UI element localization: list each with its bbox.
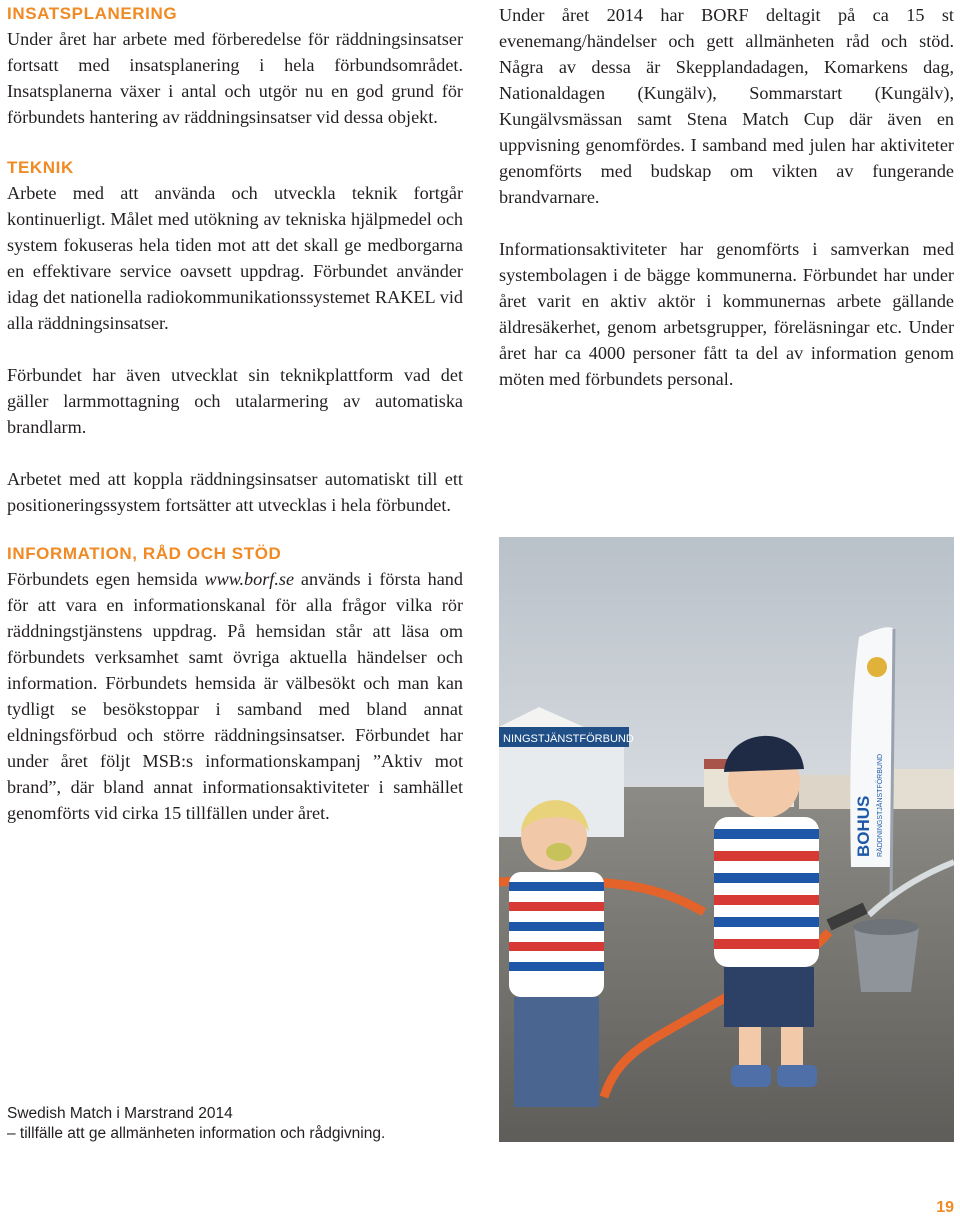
left-column (7, 2, 463, 826)
heading-teknik: TEKNIK (7, 158, 74, 177)
event-photo (499, 537, 954, 1142)
shirt-stripe (714, 873, 819, 883)
building (889, 769, 954, 809)
events-paragraph: Under året 2014 har BORF deltagit på ca 15 st evenemang/händelser och gett allmänheten råd och stöd. Några av dessa är Skepplandadagen, Komarkens dag, Nationaldagen (Kungälv), Sommarstart (Kungälv), Kungälvsmässan samt Stena Match Cup där även en uppvisning genomfördes. I samband med julen har aktiviteter genomförts med budskap om vikten av fungerande brandvarnare. (499, 5, 954, 207)
bucket (854, 927, 919, 992)
information-text-rest: används i första hand för att vara en informationskanal för alla frågor vilka rör räddningstjänstens uppdrag. På hemsidan står att läsa om förbundets verksamhet samt övriga aktuella händelser och information. Förbundets hemsida är välbesökt och man kan tydligt se besökstoppar i samband med bland annat eldningsförbud och större räddningsinsatser. Förbundet har under året följt MSB:s informationskampanj ”Aktiv mot brand”, där bland annat informationsaktiviteter i samhället genomförts vid cirka 15 tillfällen under året. (7, 569, 463, 823)
flag-emblem (867, 657, 887, 677)
cooperation-paragraph: Informationsaktiviteter har genomförts i samverkan med systembolagen i de bägge kommunerna. Förbundet har under året varit en aktiv aktör i kommunernas arbete gällande äldresäkerhet, genom arbetsgrupper, föreläsningar etc. Under året har ca 4000 personer fått ta del av information genom möten med förbundets personal. (499, 239, 954, 389)
teknik-paragraph-3: Arbetet med att koppla räddningsinsatser automatiskt till ett positioneringssystem fortsätter att utvecklas i hela förbundet. (7, 469, 463, 515)
information-text-start: Förbundets egen hemsida (7, 569, 205, 589)
teknik-paragraph-1: Arbete med att använda och utveckla teknik fortgår kontinuerligt. Målet med utökning av tekniska hjälpmedel och system fokuseras hela tiden mot att det skall ge medborgarna en effektivare service oavsett uppdrag. Förbundet använder idag det nationella radiokommunikationssystemet RAKEL vid alla räddningsinsatser. (7, 183, 463, 333)
caption-line-1: Swedish Match i Marstrand 2014 (7, 1105, 233, 1122)
caption-line-2: – tillfälle att ge allmänheten information och rådgivning. (7, 1125, 386, 1142)
photo-illustration (499, 537, 954, 1142)
shirt-stripe (509, 902, 604, 911)
shirt-stripe (509, 922, 604, 931)
flag-text: BOHUS (854, 795, 873, 857)
shirt-stripe (509, 962, 604, 971)
shirt-stripe (714, 917, 819, 927)
teknik-paragraph-2: Förbundet har även utvecklat sin teknikplattform vad det gäller larmmottagning och utalarmering av automatiska brandlarm. (7, 365, 463, 437)
shirt-stripe (714, 851, 819, 861)
pacifier (546, 843, 572, 861)
shirt-stripe (509, 942, 604, 951)
shirt-stripe (509, 882, 604, 891)
building (799, 775, 859, 809)
shirt-stripe (714, 895, 819, 905)
tent-text: NINGSTJÄNSTFÖRBUND (503, 733, 634, 745)
page-number: 19 (936, 1199, 954, 1216)
sneaker (777, 1065, 817, 1087)
shirt-stripe (714, 829, 819, 839)
child-leg (739, 1027, 761, 1067)
flag-subtext: RÄDDNINGSTJÄNSTFÖRBUND (877, 753, 884, 857)
child-shorts (724, 967, 814, 1027)
photo-caption (7, 1104, 477, 1144)
child-leg (781, 1027, 803, 1067)
sneaker (731, 1065, 771, 1087)
website-link[interactable]: www.borf.se (204, 569, 295, 589)
heading-insatsplanering: INSATSPLANERING (7, 4, 178, 23)
shirt-stripe (714, 939, 819, 949)
child-jeans (514, 997, 599, 1107)
heading-information: INFORMATION, RÅD OCH STÖD (7, 544, 282, 563)
right-column (499, 2, 954, 392)
information-text (7, 566, 463, 826)
insatsplanering-text: Under året har arbete med förberedelse för räddningsinsatser fortsatt med insatsplanering i hela förbundsområdet. Insatsplanerna växer i antal och utgör nu en god grund för förbundets hantering av räddningsinsatser vid dessa objekt. (7, 29, 463, 127)
bucket-rim (853, 919, 919, 935)
